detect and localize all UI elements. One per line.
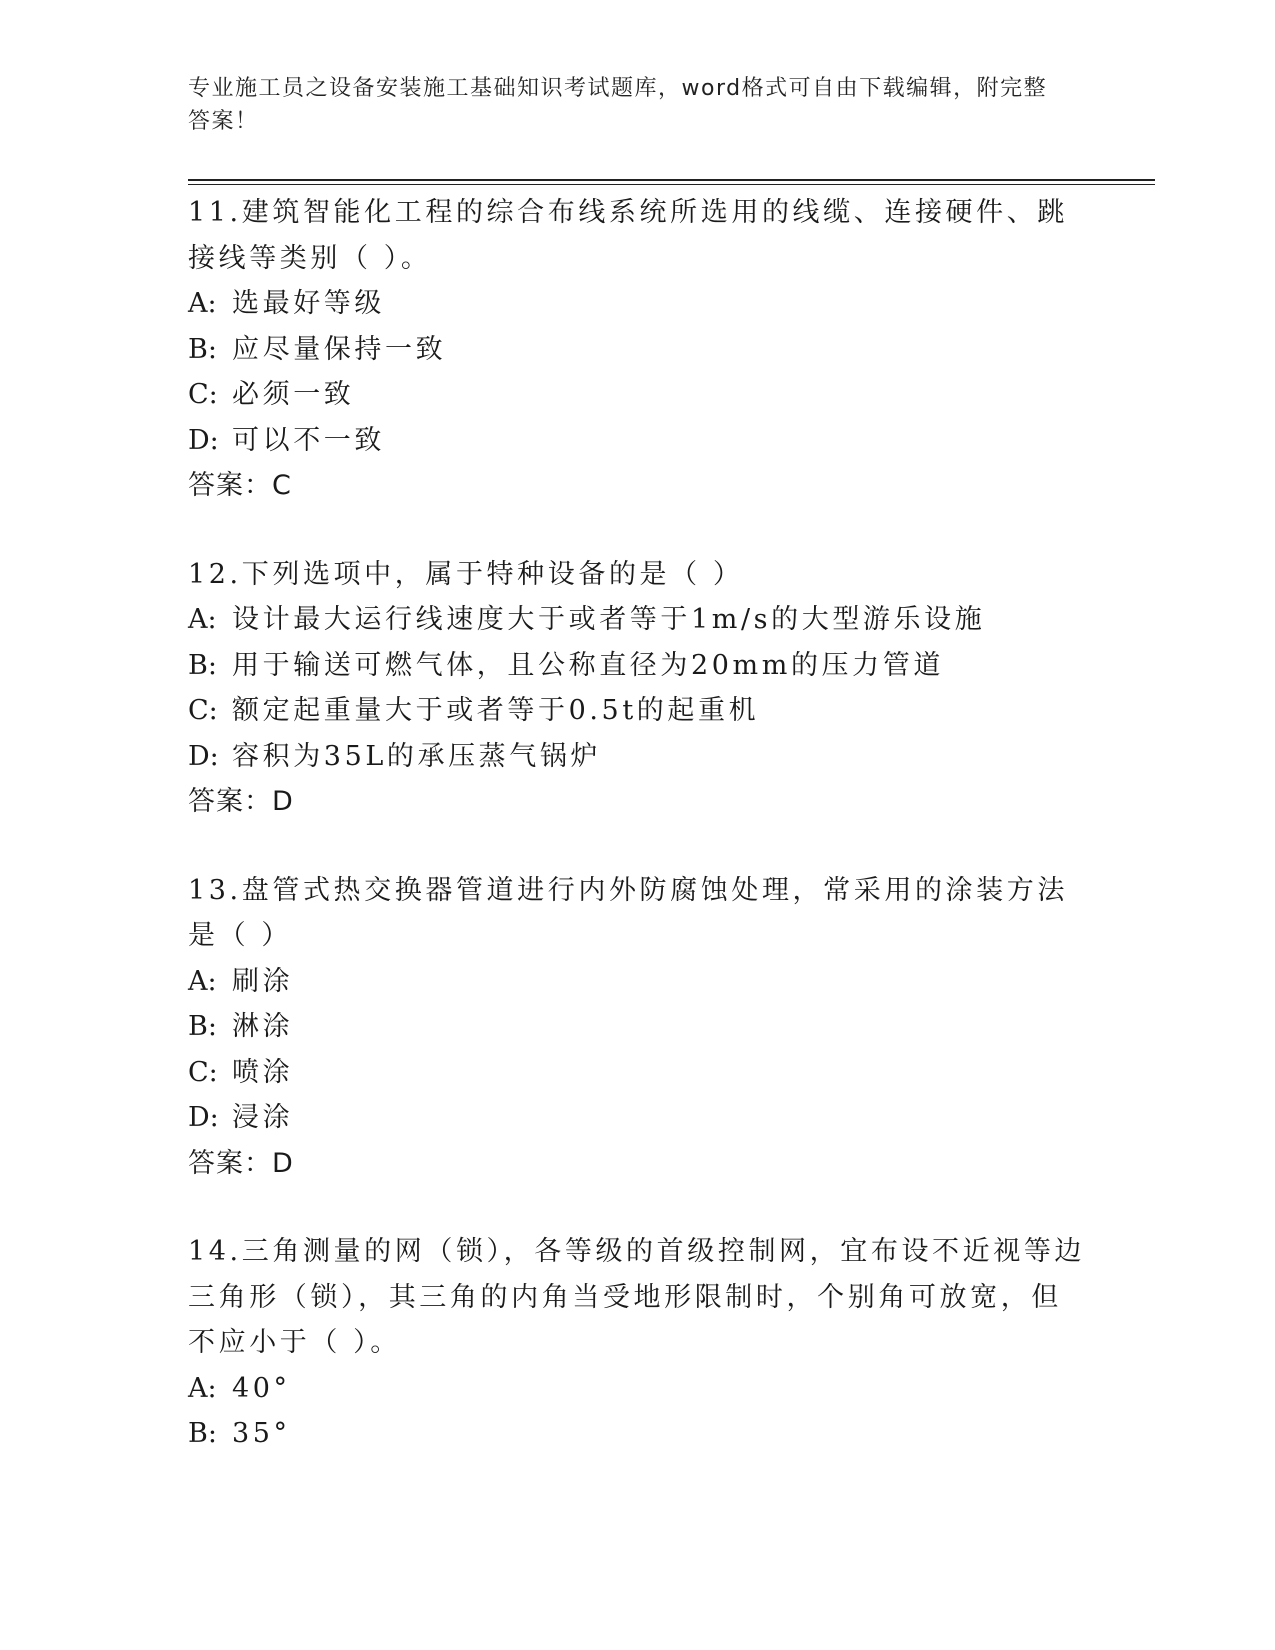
option-text: 应尽量保持一致 bbox=[232, 333, 447, 365]
option-b bbox=[188, 327, 1088, 373]
option-text: 用于输送可燃气体，且公称直径为20mm的压力管道 bbox=[232, 649, 944, 681]
question-text: 14.三角测量的网（锁），各等级的首级控制网，宜布设不近视等边三角形（锁），其三角的内角当受地形限制时，个别角可放宽，但不应小于（ ）。 bbox=[188, 1236, 1086, 1358]
option-letter: B: bbox=[188, 333, 217, 365]
option-text: 选最好等级 bbox=[232, 288, 385, 319]
question-text: 12.下列选项中，属于特种设备的是（ ） bbox=[188, 558, 744, 590]
option-letter: C: bbox=[188, 379, 218, 410]
option-letter: C: bbox=[188, 1056, 218, 1088]
question-12 bbox=[188, 552, 1088, 825]
option-b bbox=[188, 1004, 1088, 1050]
option-b bbox=[188, 643, 1088, 689]
header-rule-thin bbox=[188, 184, 1155, 185]
option-d bbox=[188, 1095, 1088, 1141]
question-text: 13.盘管式热交换器管道进行内外防腐蚀处理，常采用的涂装方法是（ ） bbox=[188, 874, 1068, 951]
option-text: 喷涂 bbox=[232, 1056, 294, 1088]
option-c bbox=[188, 1050, 1088, 1096]
option-text: 必须一致 bbox=[232, 379, 355, 410]
question-11 bbox=[188, 190, 1088, 509]
option-letter: A: bbox=[188, 604, 217, 635]
option-d bbox=[188, 418, 1088, 464]
option-letter: A: bbox=[188, 1372, 217, 1404]
option-text: 40° bbox=[232, 1372, 291, 1404]
option-letter: D: bbox=[188, 1102, 219, 1133]
question-list bbox=[188, 190, 1088, 1500]
answer-line: 答案：D bbox=[188, 1147, 294, 1179]
question-text: 11.建筑智能化工程的综合布线系统所选用的线缆、连接硬件、跳接线等类别（ ）。 bbox=[188, 197, 1068, 274]
option-a bbox=[188, 597, 1088, 643]
option-letter: C: bbox=[188, 695, 218, 726]
option-c bbox=[188, 372, 1088, 418]
option-text: 可以不一致 bbox=[232, 424, 385, 456]
option-a bbox=[188, 281, 1088, 327]
option-letter: B: bbox=[188, 1418, 217, 1449]
question-14 bbox=[188, 1229, 1088, 1457]
option-text: 浸涂 bbox=[232, 1102, 294, 1133]
question-13 bbox=[188, 868, 1088, 1187]
answer-line: 答案：C bbox=[188, 470, 292, 501]
answer-line: 答案：D bbox=[188, 786, 294, 817]
option-letter: A: bbox=[188, 965, 217, 997]
option-letter: B: bbox=[188, 649, 217, 681]
option-text: 设计最大运行线速度大于或者等于1m/s的大型游乐设施 bbox=[232, 604, 986, 635]
option-letter: A: bbox=[188, 288, 217, 319]
header-rule-thick bbox=[188, 179, 1155, 181]
option-letter: B: bbox=[188, 1011, 217, 1042]
option-b bbox=[188, 1411, 1088, 1457]
option-c bbox=[188, 688, 1088, 734]
option-text: 淋涂 bbox=[232, 1011, 294, 1042]
option-a bbox=[188, 1366, 1088, 1412]
document-header: 专业施工员之设备安装施工基础知识考试题库，word格式可自由下载编辑，附完整答案！ bbox=[188, 76, 1048, 134]
option-letter: D: bbox=[188, 424, 219, 456]
option-text: 35° bbox=[232, 1418, 291, 1449]
option-letter: D: bbox=[188, 740, 219, 772]
option-text: 额定起重量大于或者等于0.5t的起重机 bbox=[232, 695, 760, 726]
option-d bbox=[188, 734, 1088, 780]
option-text: 容积为35L的承压蒸气锅炉 bbox=[232, 740, 602, 772]
option-text: 刷涂 bbox=[232, 965, 294, 997]
option-a bbox=[188, 959, 1088, 1005]
